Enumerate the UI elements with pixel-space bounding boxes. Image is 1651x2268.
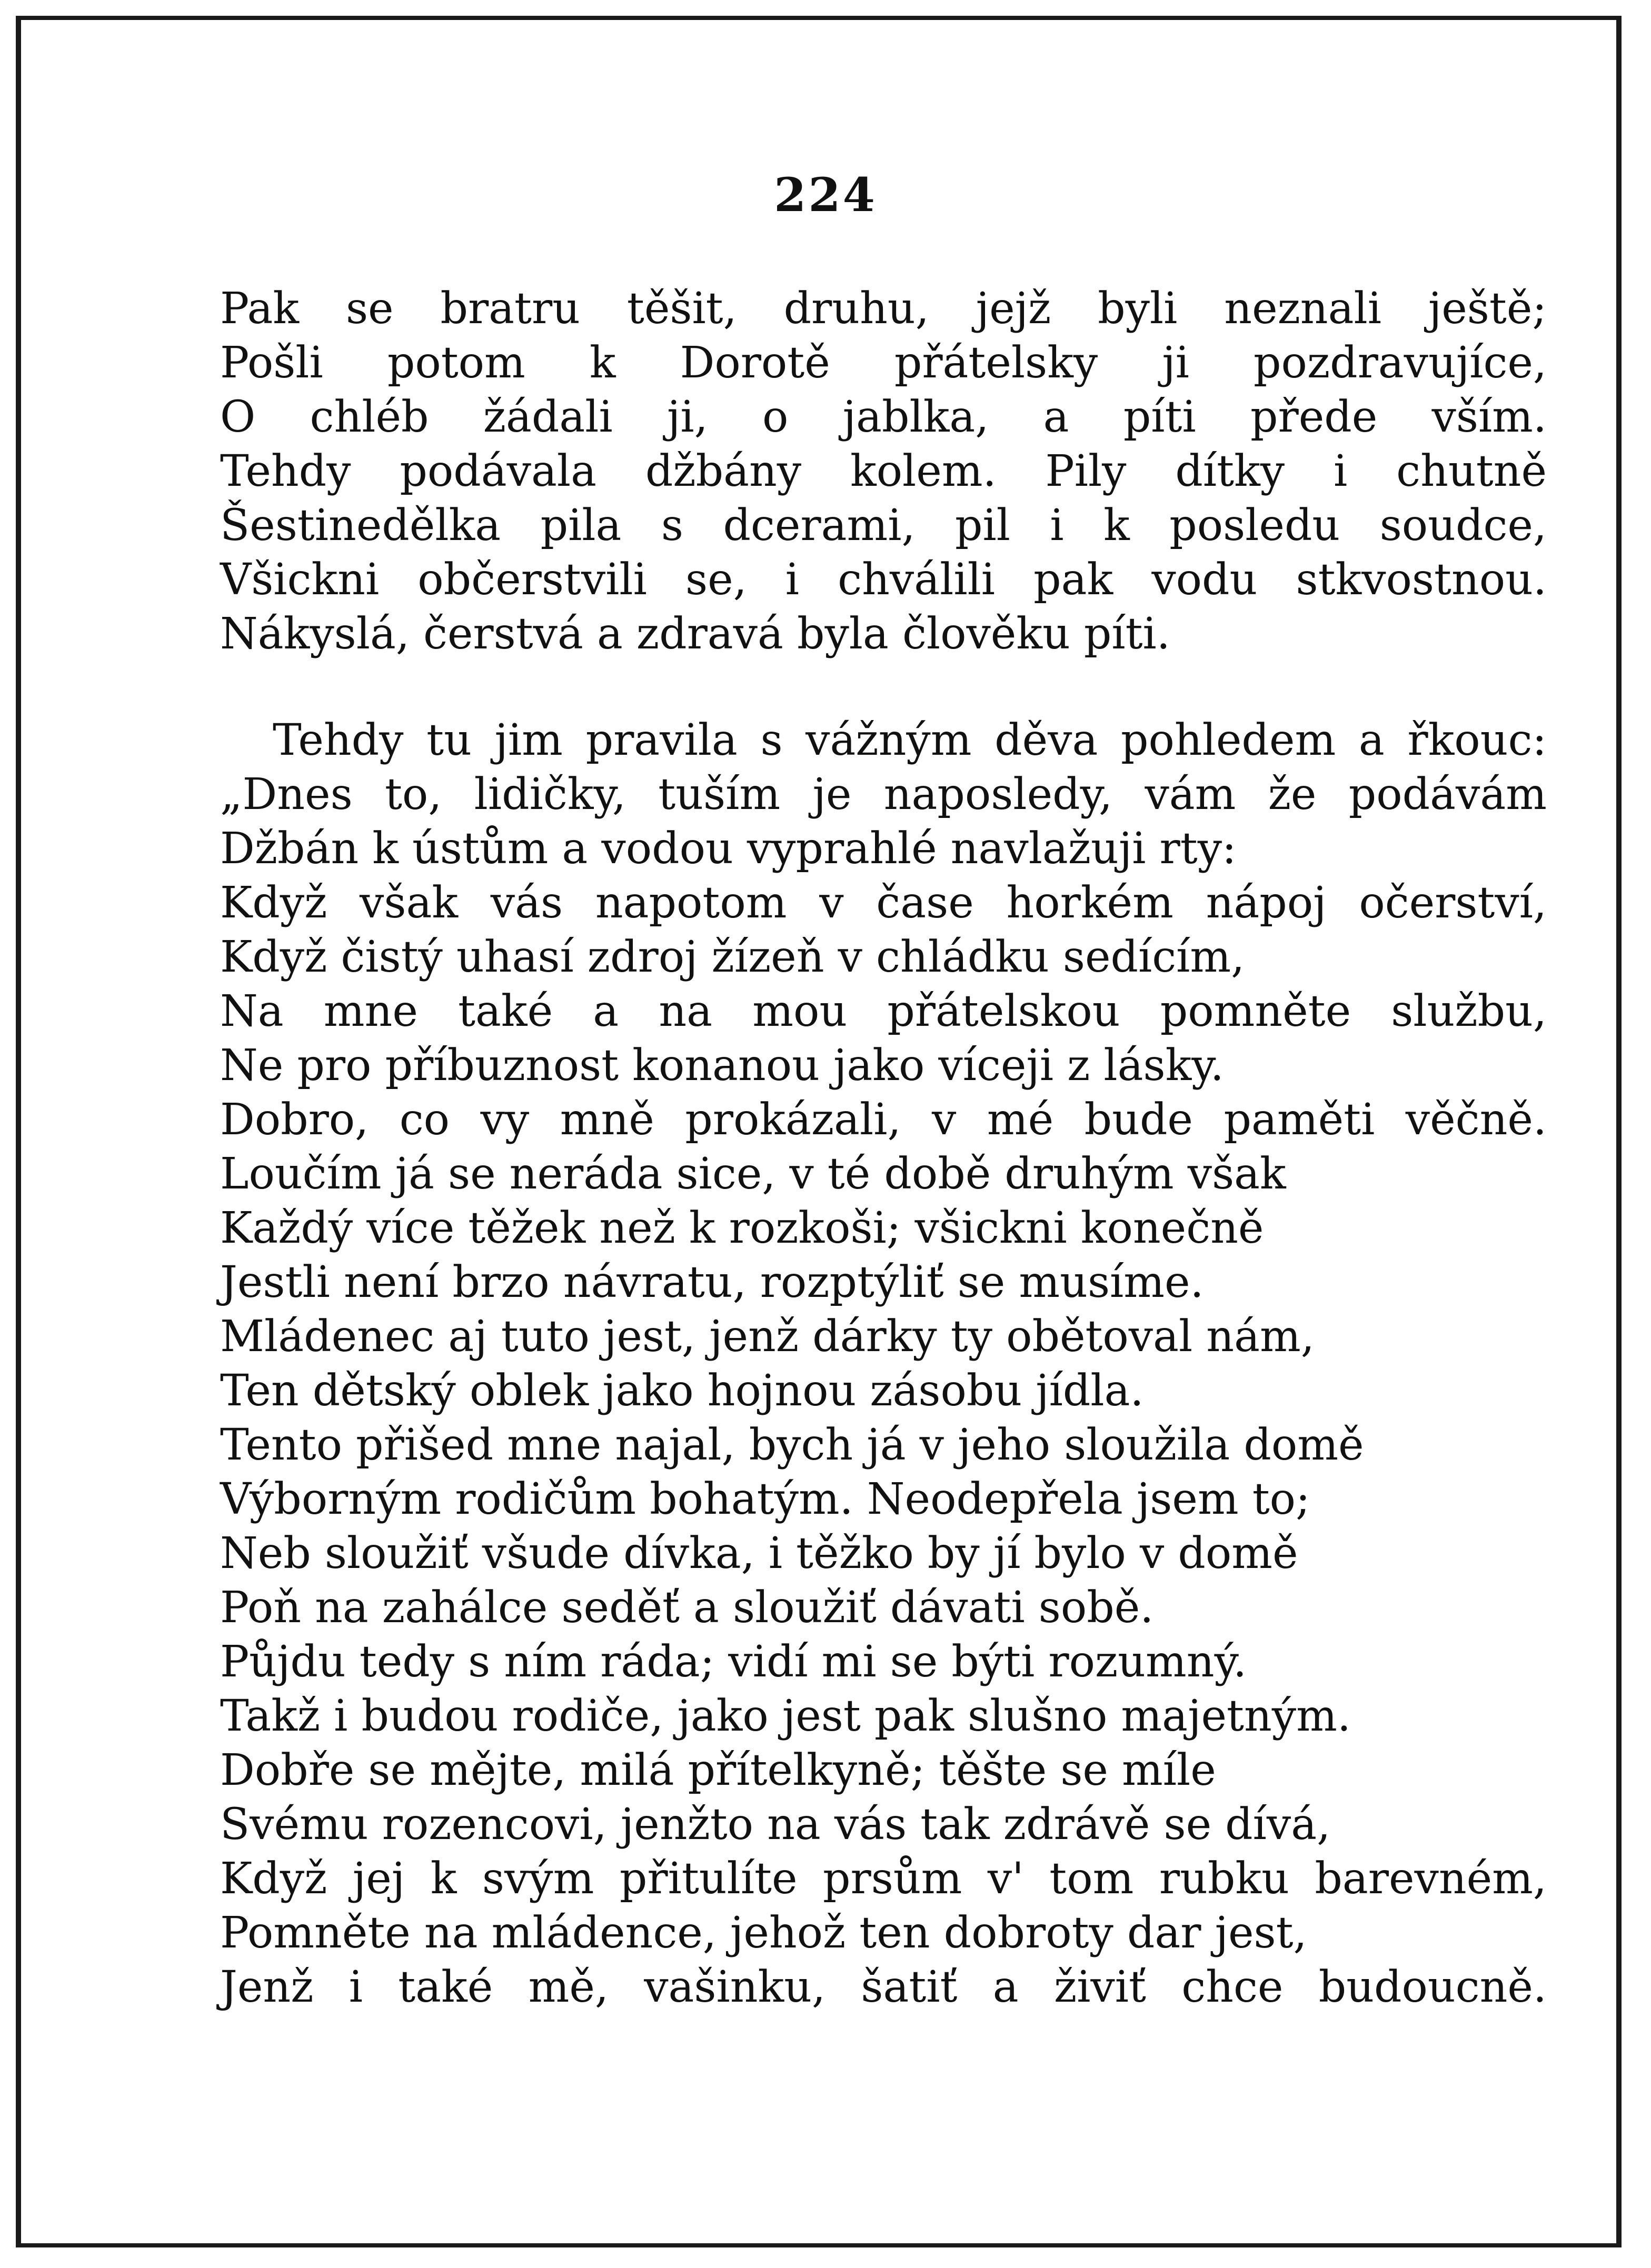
text-line: Tehdy tu jim pravila s vážným děva pohledem a řkouc: bbox=[273, 715, 1547, 765]
stanza-2 bbox=[220, 713, 1547, 2014]
text-line: Jestli není brzo návratu, rozptýliť se musíme. bbox=[220, 1257, 1204, 1307]
text-line: Neb sloužiť všude dívka, i těžko by jí bylo v domě bbox=[220, 1528, 1298, 1578]
page-number: 224 bbox=[774, 167, 877, 222]
text-line: Šestinedělka pila s dcerami, pil i k posledu soudce, bbox=[220, 501, 1547, 551]
text-line: Loučím já se neráda sice, v té době druhým však bbox=[220, 1149, 1286, 1199]
text-line: Ne pro příbuznost konanou jako víceji z lásky. bbox=[220, 1041, 1224, 1091]
text-line: Džbán k ústům a vodou vyprahlé navlažuji rty: bbox=[220, 824, 1237, 874]
text-line: Všickni občerstvili se, i chválili pak vodu stkvostnou. bbox=[220, 555, 1547, 605]
text-line: „Dnes to, lidičky, tuším je naposledy, vám že podávám bbox=[220, 770, 1547, 820]
text-line: Jenž i také mě, vašinku, šatiť a živiť chce budoucně. bbox=[220, 1962, 1547, 2012]
text-line: Nákyslá, čerstvá a zdravá byla člověku píti. bbox=[220, 609, 1170, 659]
stanza-1 bbox=[220, 282, 1547, 661]
text-line: Na mne také a na mou přátelskou pomněte službu, bbox=[220, 986, 1547, 1036]
text-line: Takž i budou rodiče, jako jest pak slušno majetným. bbox=[220, 1691, 1351, 1741]
text-line: Dobro, co vy mně prokázali, v mé bude paměti věčně. bbox=[220, 1095, 1547, 1145]
text-line: Mládenec aj tuto jest, jenž dárky ty obětoval nám, bbox=[220, 1312, 1315, 1362]
text-line: Tehdy podávala džbány kolem. Pily dítky i chutně bbox=[220, 446, 1547, 496]
text-line: Když čistý uhasí zdroj žízeň v chládku sedícím, bbox=[220, 932, 1245, 982]
text-line: O chléb žádali ji, o jablka, a píti přede vším. bbox=[220, 392, 1547, 442]
text-line: Svému rozencovi, jenžto na vás tak zdrávě se dívá, bbox=[220, 1800, 1331, 1850]
text-line: Tento přišed mne najal, bych já v jeho sloužila domě bbox=[220, 1420, 1364, 1470]
text-line: Ten dětský oblek jako hojnou zásobu jídla. bbox=[220, 1366, 1144, 1416]
text-line: Každý více těžek než k rozkoši; všickni konečně bbox=[220, 1203, 1264, 1253]
text-line: Když však vás napotom v čase horkém nápoj očerství, bbox=[220, 878, 1547, 928]
text-line: Pomněte na mládence, jehož ten dobroty dar jest, bbox=[220, 1908, 1307, 1958]
text-line: Půjdu tedy s ním ráda; vidí mi se býti rozumný. bbox=[220, 1637, 1247, 1687]
text-line: Poň na zahálce seděť a sloužiť dávati sobě. bbox=[220, 1583, 1154, 1633]
text-line: Pošli potom k Dorotě přátelsky ji pozdravujíce, bbox=[220, 338, 1547, 388]
text-line: Pak se bratru těšit, druhu, jejž byli neznali ještě; bbox=[220, 284, 1547, 334]
text-line: Když jej k svým přitulíte prsům v' tom rubku barevném, bbox=[220, 1854, 1547, 1904]
text-line: Dobře se mějte, milá přítelkyně; těšte se míle bbox=[220, 1745, 1216, 1795]
text-line: Výborným rodičům bohatým. Neodepřela jsem to; bbox=[220, 1474, 1310, 1524]
